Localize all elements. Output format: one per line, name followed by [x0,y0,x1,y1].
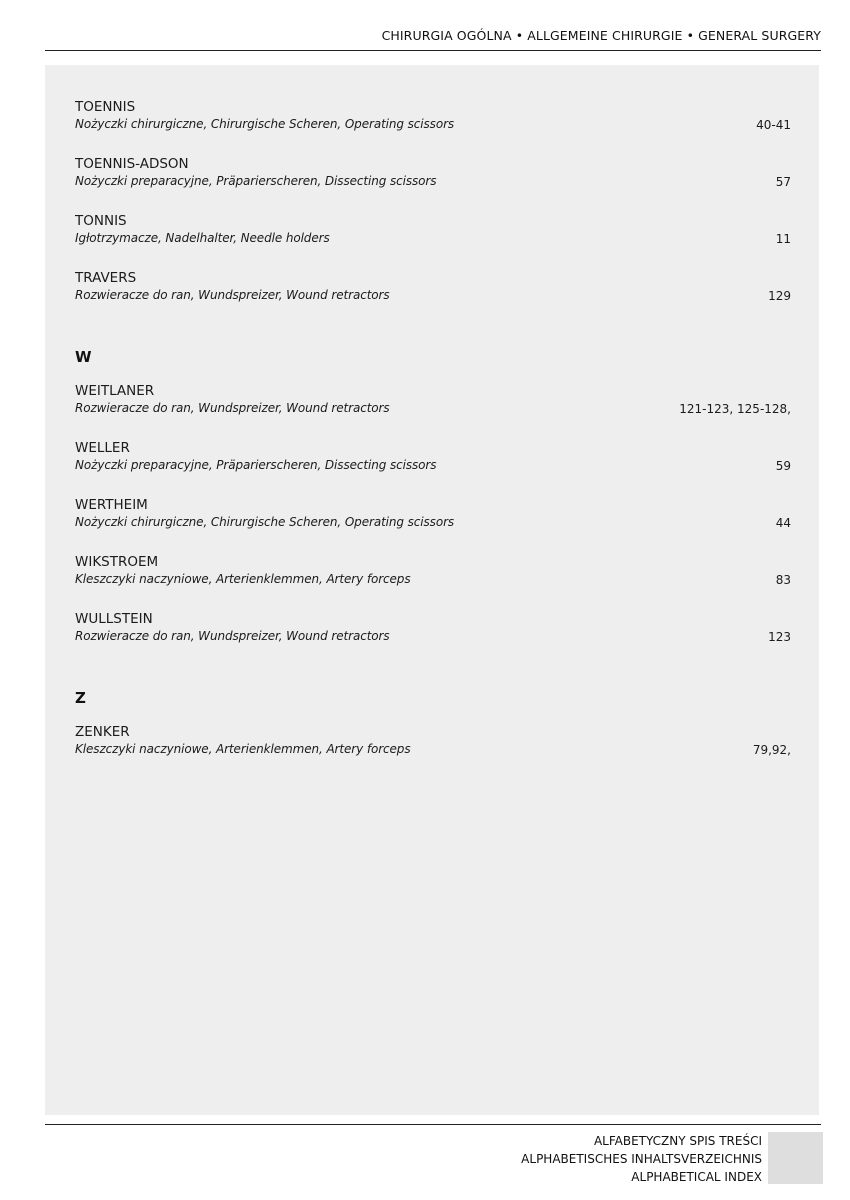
entry-pages: 44 [775,516,791,530]
entry-name: TRAVERS [75,270,137,286]
entry-description: Kleszczyki naczyniowe, Arterienklemmen, Artery forceps [75,572,411,586]
entry-pages: 59 [775,459,791,473]
entry-description: Kleszczyki naczyniowe, Arterienklemmen, Artery forceps [75,742,411,756]
index-entry [75,213,791,270]
index-list [75,99,791,781]
section-letter-w: W [75,348,92,366]
footer-line-polish: ALFABETYCZNY SPIS TREŚCI [593,1134,762,1148]
index-entry [75,611,791,668]
entry-pages: 79,92, [752,743,791,757]
index-entry [75,383,791,440]
footer-line-german: ALPHABETISCHES INHALTSVERZEICHNIS [521,1152,762,1166]
entry-name: WEITLANER [75,383,155,399]
page-header [45,22,821,51]
index-entry [75,156,791,213]
index-entry [75,497,791,554]
index-entry [75,554,791,611]
entry-description: Igłotrzymacze, Nadelhalter, Needle holders [75,231,330,245]
index-entry [75,99,791,156]
entry-description: Rozwieracze do ran, Wundspreizer, Wound retractors [75,401,390,415]
entry-name: TONNIS [75,213,127,229]
index-entry [75,724,791,781]
entry-name: WERTHEIM [75,497,148,513]
entry-pages: 121-123, 125-128, [679,402,791,416]
entry-name: WIKSTROEM [75,554,159,570]
entry-description: Rozwieracze do ran, Wundspreizer, Wound retractors [75,629,390,643]
footer-index-title [521,1132,762,1186]
footer-line-english: ALPHABETICAL INDEX [631,1170,762,1184]
entry-pages: 83 [775,573,791,587]
entry-description: Nożyczki preparacyjne, Präparierscheren, Dissecting scissors [75,458,437,472]
section-letter-z: Z [75,689,86,707]
entry-pages: 57 [775,175,791,189]
footer-divider [45,1124,821,1125]
entry-pages: 40-41 [756,118,791,132]
entry-name: ZENKER [75,724,130,740]
entry-name: TOENNIS [75,99,136,115]
entry-pages: 129 [768,289,791,303]
entry-name: WELLER [75,440,130,456]
footer-tab-marker [768,1132,823,1184]
entry-name: TOENNIS-ADSON [75,156,189,172]
header-title: CHIRURGIA OGÓLNA • ALLGEMEINE CHIRURGIE • GENERAL SURGERY [381,28,821,43]
index-panel [45,65,819,1115]
entry-description: Rozwieracze do ran, Wundspreizer, Wound retractors [75,288,390,302]
entry-name: WULLSTEIN [75,611,153,627]
entry-description: Nożyczki chirurgiczne, Chirurgische Scheren, Operating scissors [75,515,455,529]
index-entry [75,440,791,497]
entry-pages: 11 [775,232,791,246]
index-entry [75,270,791,327]
entry-description: Nożyczki preparacyjne, Präparierscheren, Dissecting scissors [75,174,437,188]
entry-pages: 123 [768,630,791,644]
entry-description: Nożyczki chirurgiczne, Chirurgische Scheren, Operating scissors [75,117,455,131]
